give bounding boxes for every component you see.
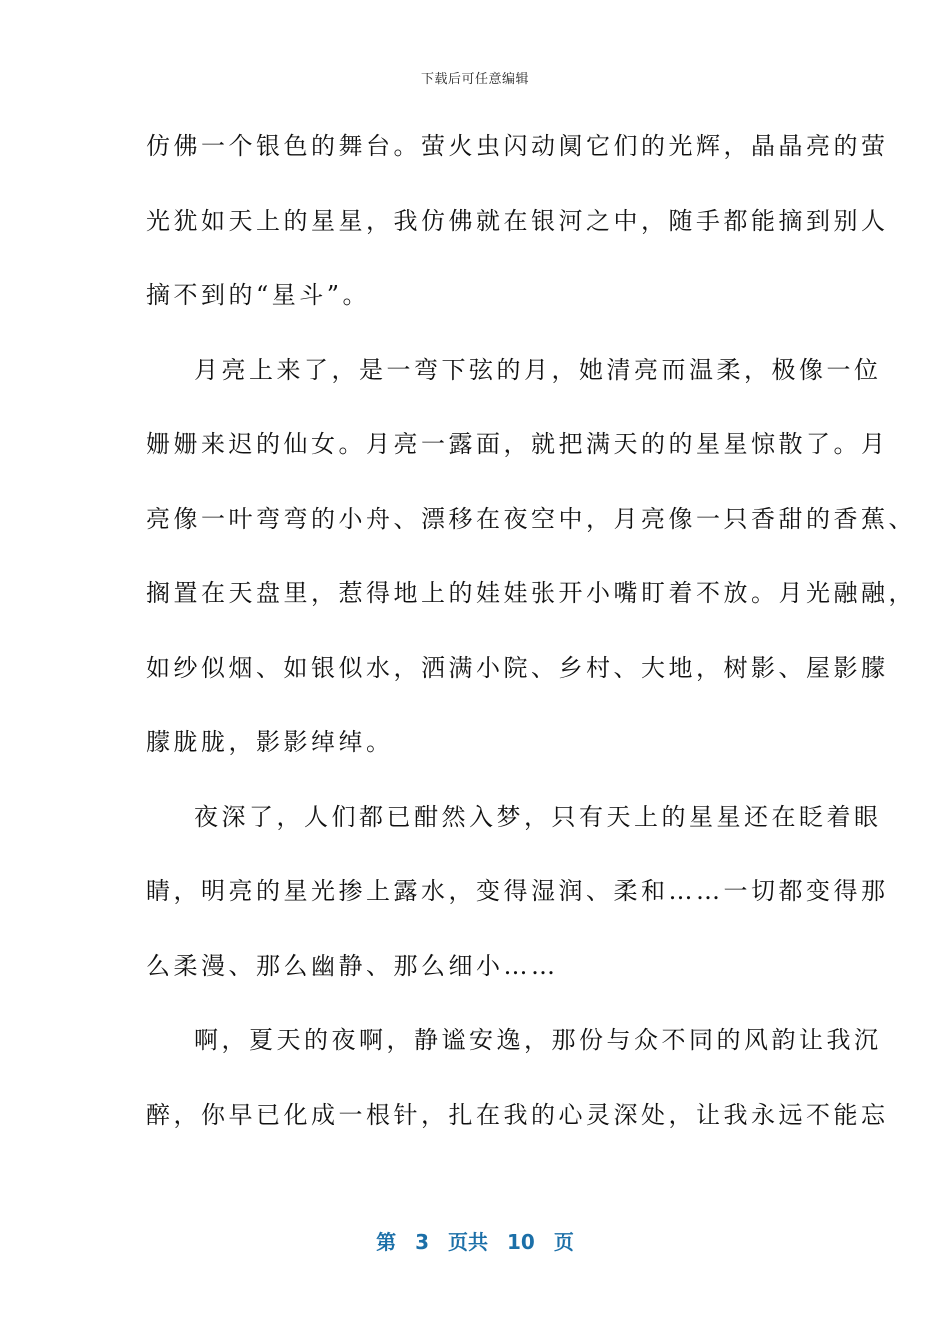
text-line-7: 搁置在天盘里，惹得地上的娃娃张开小嘴盯着不放。月光融融， <box>146 579 916 607</box>
text-line-13: 啊，夏天的夜啊，静谧安逸，那份与众不同的风韵让我沉 <box>194 1026 882 1054</box>
footer-suffix: 页 <box>553 1230 574 1254</box>
footer-current-page: 3 <box>415 1230 430 1254</box>
footer-prefix: 第 <box>376 1230 397 1254</box>
text-line-10: 夜深了，人们都已酣然入梦，只有天上的星星还在眨着眼 <box>194 802 882 831</box>
text-line-6: 亮像一叶弯弯的小舟、漂移在夜空中，月亮像一只香甜的香蕉、 <box>146 504 916 533</box>
body-text <box>146 126 916 1169</box>
text-line-2: 光犹如天上的星星，我仿佛就在银河之中，随手都能摘到别人 <box>146 206 889 235</box>
text-line-9: 朦胧胧，影影绰绰。 <box>146 728 394 756</box>
text-line-5: 姗姗来迟的仙女。月亮一露面，就把满天的的星星惊散了。月 <box>146 430 889 458</box>
text-line-11: 睛，明亮的星光掺上露水，变得湿润、柔和……一切都变得那 <box>146 877 889 905</box>
footer-total-pages: 10 <box>507 1230 535 1254</box>
text-line-12: 么柔漫、那么幽静、那么细小…… <box>146 951 559 980</box>
footer-middle: 页共 <box>448 1230 489 1254</box>
text-line-3: 摘不到的“星斗”。 <box>146 281 371 309</box>
text-line-4: 月亮上来了，是一弯下弦的月，她清亮而温柔，极像一位 <box>194 355 882 384</box>
header-note: 下载后可任意编辑 <box>420 72 529 87</box>
text-line-1: 仿佛一个银色的舞台。萤火虫闪动阒它们的光辉，晶晶亮的萤 <box>146 132 889 160</box>
text-line-14: 醉，你早已化成一根针，扎在我的心灵深处，让我永远不能忘 <box>146 1100 889 1129</box>
text-line-8: 如纱似烟、如银似水，洒满小院、乡村、大地，树影、屋影朦 <box>146 653 889 682</box>
page-number-footer <box>0 1226 950 1255</box>
